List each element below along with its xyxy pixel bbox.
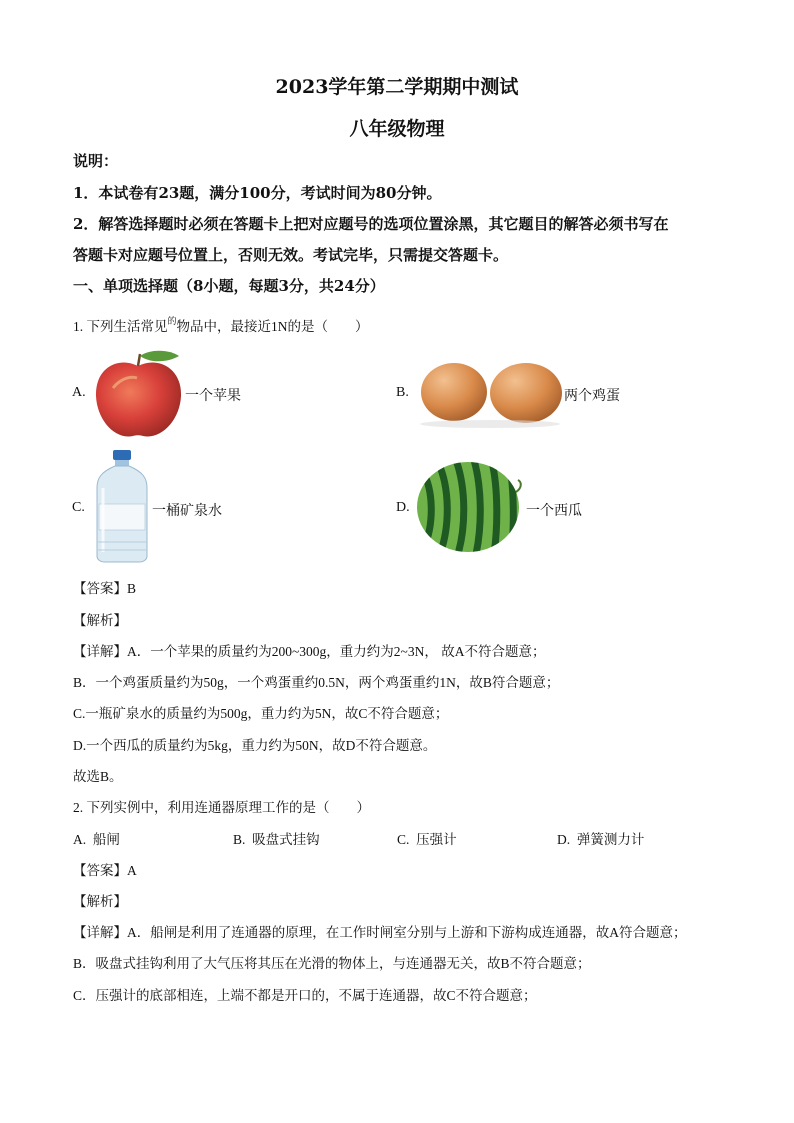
question-2-option-c (397, 828, 457, 848)
question-2-stem: 2. 下列实例中，利用连通器原理工作的是（ ） (73, 800, 370, 815)
question-1-detail-line: C.一瓶矿泉水的质量约为500g，重力约为5N，故C不符合题意； (73, 706, 449, 721)
option-a-letter: A. (72, 385, 86, 400)
option-a-text: 一个苹果 (185, 389, 241, 404)
stem-text: 1. 下列生活常见 (73, 319, 168, 334)
question-1-detail-line: D.一个西瓜的质量约为5kg，重力约为50N，故D不符合题意。 (73, 738, 437, 753)
question-1-detail-line: B．一个鸡蛋质量约为50g，一个鸡蛋重约0.5N，两个鸡蛋重约1N，故B符合题意； (73, 675, 560, 690)
option-letter: B. (233, 832, 246, 847)
instruction-item-2-line-1: 2．解答选择题时必须在答题卡上把对应题号的选项位置涂黑，其它题目的解答必须书写在 (73, 215, 669, 233)
eggs-icon (416, 358, 564, 430)
question-1-answer: 【答案】B (73, 581, 137, 596)
question-2-answer: 【答案】A (73, 863, 137, 878)
question-2-analysis-label: 【解析】 (73, 894, 127, 909)
watermelon-icon (416, 460, 524, 554)
section-heading: 一、单项选择题（8小题，每题3分，共24分） (73, 277, 385, 295)
question-2-detail-line: B．吸盘式挂钩利用了大气压将其压在光滑的物体上，与连通器无关，故B不符合题意； (73, 956, 591, 971)
option-d-letter: D. (396, 500, 410, 515)
question-2-option-b (233, 828, 320, 848)
option-text: 船闸 (92, 832, 120, 847)
page-title: 2023学年第二学期期中测试 (275, 76, 519, 98)
water-bottle-icon (93, 448, 151, 564)
question-2-detail-line: C．压强计的底部相连，上端不都是开口的，不属于连通器，故C不符合题意； (73, 988, 537, 1003)
option-text: 弹簧测力计 (576, 832, 645, 847)
option-letter: A. (73, 832, 87, 847)
option-b-text: 两个鸡蛋 (564, 389, 620, 404)
option-c-letter: C. (72, 500, 85, 515)
apple-icon (93, 348, 183, 440)
option-letter: D. (557, 832, 571, 847)
option-text: 压强计 (416, 832, 457, 847)
question-2-option-a (73, 828, 120, 848)
option-b-letter: B. (396, 385, 409, 400)
page-subtitle: 八年级物理 (349, 118, 445, 140)
option-text: 吸盘式挂钩 (252, 832, 320, 847)
instructions-label: 说明： (73, 152, 119, 170)
instruction-item-1: 1．本试卷有23题，满分100分，考试时间为80分钟。 (73, 184, 442, 202)
question-1-detail-line: 【详解】A．一个苹果的质量约为200~300g，重力约为2~3N， 故A不符合题意； (73, 644, 546, 659)
question-1-stem (73, 314, 369, 335)
question-2-option-d (557, 828, 644, 848)
question-1-detail-line: 故选B。 (73, 769, 123, 784)
option-letter: C. (397, 832, 410, 847)
question-1-analysis-label: 【解析】 (73, 613, 127, 628)
question-2-detail-line: 【详解】A．船闸是利用了连通器的原理，在工作时闸室分别与上游和下游构成连通器，故A符合题意； (73, 925, 687, 940)
option-d-text: 一个西瓜 (526, 504, 582, 519)
stem-text: 物品中，最接近1N的是（ ） (176, 319, 369, 334)
stem-superscript: 的 (167, 316, 177, 326)
instruction-item-2-line-2: 答题卡对应题号位置上，否则无效。考试完毕，只需提交答题卡。 (73, 246, 509, 264)
option-c-text: 一桶矿泉水 (152, 504, 222, 519)
